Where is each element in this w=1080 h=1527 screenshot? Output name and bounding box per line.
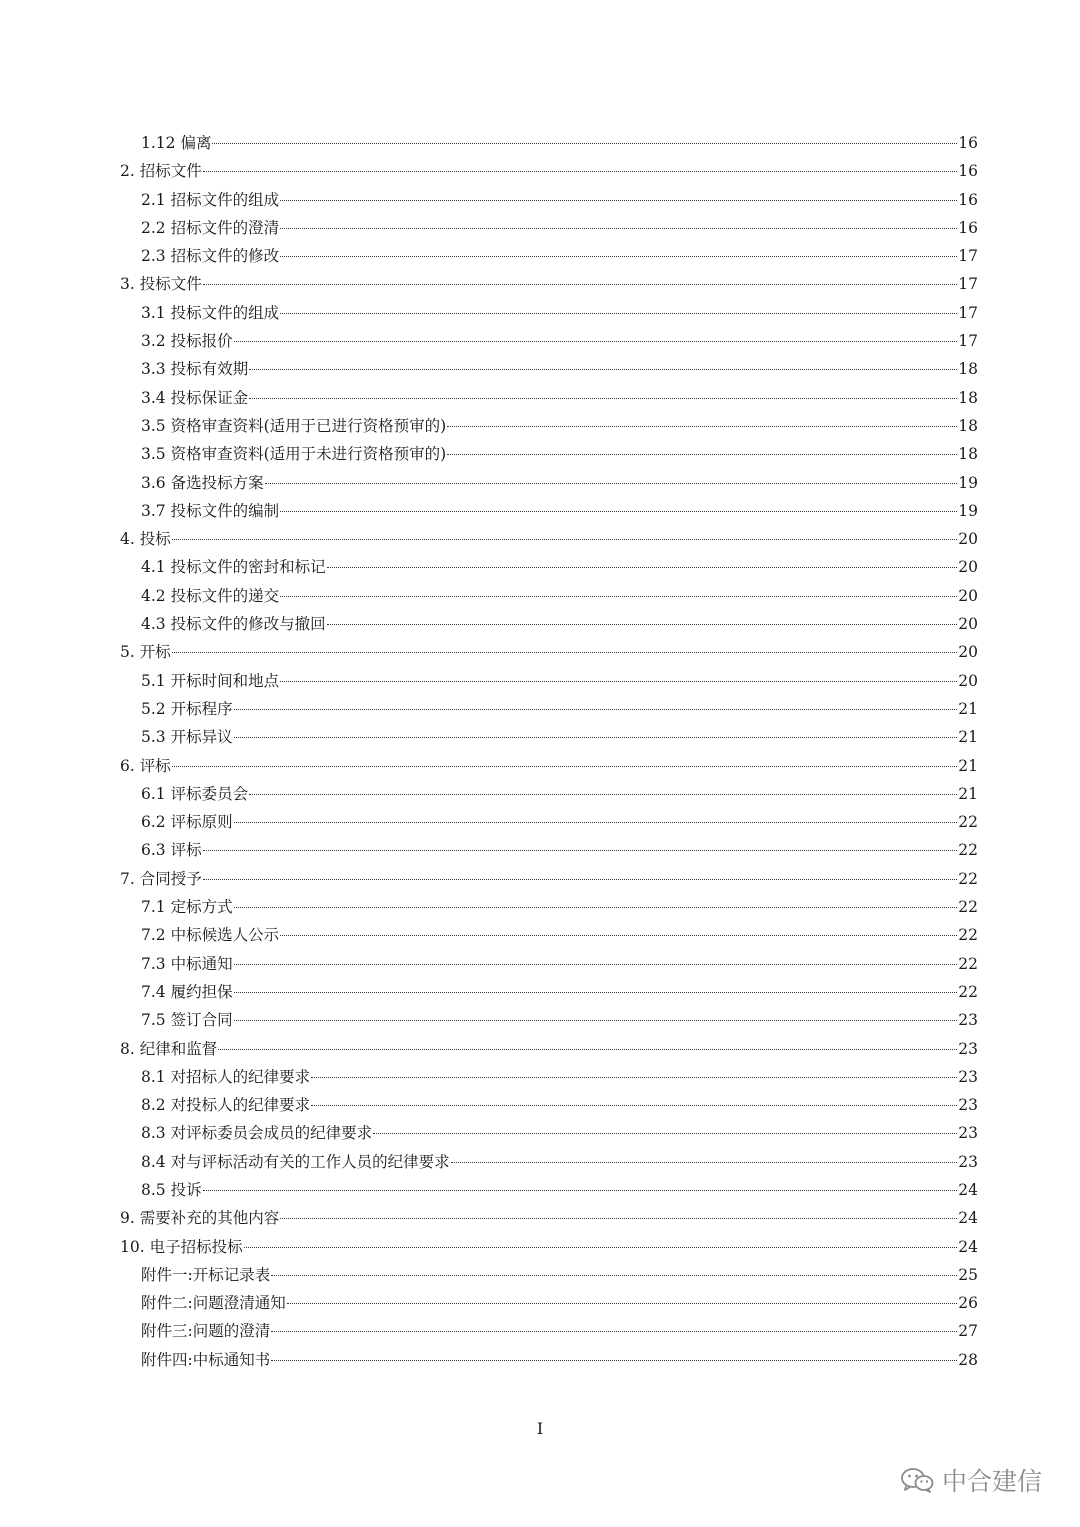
toc-entry-page: 20 bbox=[958, 558, 978, 577]
toc-entry-label: 7.2 中标候选人公示 bbox=[141, 926, 280, 945]
toc-entry[interactable] bbox=[120, 1119, 978, 1147]
toc-entry[interactable] bbox=[120, 299, 978, 327]
toc-entry[interactable] bbox=[120, 1148, 978, 1176]
page-number: I bbox=[536, 1419, 544, 1438]
watermark-text: 中合建信 bbox=[942, 1467, 1043, 1496]
dot-leader bbox=[203, 284, 958, 285]
dot-leader bbox=[280, 935, 957, 936]
toc-entry[interactable] bbox=[120, 1233, 978, 1261]
toc-entry-page: 18 bbox=[958, 388, 978, 407]
dot-leader bbox=[244, 1247, 958, 1248]
toc-entry-label: 8.1 对招标人的纪律要求 bbox=[141, 1067, 311, 1086]
toc-entry[interactable] bbox=[120, 525, 978, 553]
toc-entry-page: 23 bbox=[958, 1152, 978, 1171]
toc-entry[interactable] bbox=[120, 836, 978, 864]
toc-entry-label: 附件三:问题的澄清 bbox=[141, 1322, 271, 1341]
toc-entry[interactable] bbox=[120, 384, 978, 412]
toc-entry[interactable] bbox=[120, 1091, 978, 1119]
toc-entry-label: 5.3 开标异议 bbox=[141, 728, 233, 747]
dot-leader bbox=[249, 794, 957, 795]
dot-leader bbox=[311, 1105, 957, 1106]
toc-entry[interactable] bbox=[120, 695, 978, 723]
toc-entry[interactable] bbox=[120, 723, 978, 751]
toc-entry-label: 3.5 资格审查资料(适用于未进行资格预审的) bbox=[141, 445, 447, 464]
toc-entry-page: 22 bbox=[958, 954, 978, 973]
toc-entry[interactable] bbox=[120, 1063, 978, 1091]
toc-entry[interactable] bbox=[120, 610, 978, 638]
toc-entry[interactable] bbox=[120, 129, 978, 157]
dot-leader bbox=[451, 1162, 958, 1163]
toc-entry-page: 22 bbox=[958, 841, 978, 860]
toc-entry[interactable] bbox=[120, 157, 978, 185]
dot-leader bbox=[203, 879, 958, 880]
toc-entry-label: 3.4 投标保证金 bbox=[141, 388, 249, 407]
dot-leader bbox=[234, 822, 958, 823]
toc-entry[interactable] bbox=[120, 1317, 978, 1345]
toc-entry-label: 2.2 招标文件的澄清 bbox=[141, 218, 280, 237]
dot-leader bbox=[271, 1331, 957, 1332]
toc-entry[interactable] bbox=[120, 186, 978, 214]
dot-leader bbox=[234, 341, 958, 342]
toc-entry-page: 20 bbox=[958, 530, 978, 549]
toc-entry[interactable] bbox=[120, 469, 978, 497]
toc-entry-label: 7.3 中标通知 bbox=[141, 954, 233, 973]
toc-entry-label: 附件二:问题澄清通知 bbox=[141, 1294, 286, 1313]
dot-leader bbox=[280, 1218, 957, 1219]
dot-leader bbox=[280, 596, 957, 597]
dot-leader bbox=[203, 1190, 958, 1191]
toc-entry-page: 24 bbox=[958, 1180, 978, 1199]
toc-entry[interactable] bbox=[120, 242, 978, 270]
toc-entry-label: 8.5 投诉 bbox=[141, 1180, 202, 1199]
toc-entry-label: 2.1 招标文件的组成 bbox=[141, 190, 280, 209]
toc-entry-label: 4.3 投标文件的修改与撤回 bbox=[141, 615, 326, 634]
dot-leader bbox=[271, 1275, 957, 1276]
toc-entry[interactable] bbox=[120, 780, 978, 808]
table-of-contents bbox=[120, 129, 978, 1374]
dot-leader bbox=[212, 143, 957, 144]
toc-entry-page: 27 bbox=[958, 1322, 978, 1341]
toc-entry[interactable] bbox=[120, 893, 978, 921]
toc-entry-label: 5.1 开标时间和地点 bbox=[141, 671, 280, 690]
toc-entry[interactable] bbox=[120, 1289, 978, 1317]
dot-leader bbox=[172, 539, 958, 540]
dot-leader bbox=[203, 171, 958, 172]
dot-leader bbox=[271, 1360, 957, 1361]
toc-entry-label: 2.3 招标文件的修改 bbox=[141, 247, 280, 266]
toc-entry-page: 22 bbox=[958, 982, 978, 1001]
toc-entry-label: 3.3 投标有效期 bbox=[141, 360, 249, 379]
toc-entry-label: 7.5 签订合同 bbox=[141, 1011, 233, 1030]
toc-entry-label: 4.2 投标文件的递交 bbox=[141, 586, 280, 605]
dot-leader bbox=[234, 709, 958, 710]
dot-leader bbox=[234, 992, 958, 993]
toc-entry-page: 19 bbox=[958, 501, 978, 520]
toc-entry[interactable] bbox=[120, 1035, 978, 1063]
toc-entry-label: 7.4 履约担保 bbox=[141, 982, 233, 1001]
watermark bbox=[900, 1462, 1042, 1498]
toc-entry-label: 4. 投标 bbox=[120, 530, 171, 549]
toc-entry-label: 3. 投标文件 bbox=[120, 275, 202, 294]
dot-leader bbox=[311, 1077, 957, 1078]
toc-entry-label: 8. 纪律和监督 bbox=[120, 1039, 218, 1058]
toc-entry-page: 26 bbox=[958, 1294, 978, 1313]
toc-entry-page: 17 bbox=[958, 247, 978, 266]
dot-leader bbox=[234, 1020, 958, 1021]
toc-entry[interactable] bbox=[120, 638, 978, 666]
toc-entry[interactable] bbox=[120, 921, 978, 949]
dot-leader bbox=[172, 766, 958, 767]
dot-leader bbox=[249, 398, 957, 399]
toc-entry-label: 7. 合同授予 bbox=[120, 869, 202, 888]
toc-entry-label: 3.6 备选投标方案 bbox=[141, 473, 264, 492]
toc-entry-page: 17 bbox=[958, 275, 978, 294]
toc-entry-label: 3.5 资格审查资料(适用于已进行资格预审的) bbox=[141, 416, 447, 435]
dot-leader bbox=[249, 369, 957, 370]
toc-entry-label: 5.2 开标程序 bbox=[141, 699, 233, 718]
toc-entry-page: 16 bbox=[958, 218, 978, 237]
toc-entry[interactable] bbox=[120, 355, 978, 383]
dot-leader bbox=[327, 624, 958, 625]
toc-entry-page: 16 bbox=[958, 134, 978, 152]
toc-entry-page: 18 bbox=[958, 360, 978, 379]
dot-leader bbox=[280, 681, 957, 682]
dot-leader bbox=[447, 454, 957, 455]
toc-entry[interactable] bbox=[120, 978, 978, 1006]
toc-entry-label: 8.3 对评标委员会成员的纪律要求 bbox=[141, 1124, 373, 1143]
dot-leader bbox=[447, 426, 957, 427]
toc-entry-page: 17 bbox=[958, 332, 978, 351]
toc-entry-page: 16 bbox=[958, 190, 978, 209]
toc-entry[interactable] bbox=[120, 808, 978, 836]
toc-entry-page: 17 bbox=[958, 303, 978, 322]
toc-entry-page: 21 bbox=[958, 784, 978, 803]
toc-entry-page: 22 bbox=[958, 813, 978, 832]
toc-entry[interactable] bbox=[120, 214, 978, 242]
toc-entry-page: 25 bbox=[958, 1265, 978, 1284]
toc-entry-page: 21 bbox=[958, 756, 978, 775]
toc-entry-label: 6. 评标 bbox=[120, 756, 171, 775]
toc-entry[interactable] bbox=[120, 553, 978, 581]
toc-entry[interactable] bbox=[120, 752, 978, 780]
toc-entry-page: 24 bbox=[958, 1237, 978, 1256]
toc-entry-label: 8.2 对投标人的纪律要求 bbox=[141, 1096, 311, 1115]
dot-leader bbox=[172, 652, 958, 653]
toc-entry-page: 23 bbox=[958, 1011, 978, 1030]
toc-entry-page: 21 bbox=[958, 728, 978, 747]
dot-leader bbox=[287, 1303, 958, 1304]
toc-entry-label: 附件一:开标记录表 bbox=[141, 1265, 271, 1284]
dot-leader bbox=[280, 256, 957, 257]
toc-entry-page: 20 bbox=[958, 671, 978, 690]
toc-entry[interactable] bbox=[120, 497, 978, 525]
dot-leader bbox=[280, 313, 957, 314]
toc-entry-label: 10. 电子招标投标 bbox=[120, 1237, 243, 1256]
dot-leader bbox=[234, 907, 958, 908]
dot-leader bbox=[327, 567, 958, 568]
toc-entry-page: 19 bbox=[958, 473, 978, 492]
toc-entry-label: 1.12 偏离 bbox=[141, 134, 212, 152]
toc-entry-label: 3.1 投标文件的组成 bbox=[141, 303, 280, 322]
toc-entry[interactable] bbox=[120, 327, 978, 355]
toc-entry-label: 6.3 评标 bbox=[141, 841, 202, 860]
toc-entry-label: 6.2 评标原则 bbox=[141, 813, 233, 832]
toc-entry[interactable] bbox=[120, 950, 978, 978]
toc-entry-page: 20 bbox=[958, 586, 978, 605]
toc-entry[interactable] bbox=[120, 1261, 978, 1289]
toc-entry[interactable] bbox=[120, 865, 978, 893]
toc-entry-label: 7.1 定标方式 bbox=[141, 898, 233, 917]
toc-entry[interactable] bbox=[120, 270, 978, 298]
toc-entry-label: 6.1 评标委员会 bbox=[141, 784, 249, 803]
toc-entry-page: 21 bbox=[958, 699, 978, 718]
toc-entry-page: 28 bbox=[958, 1350, 978, 1369]
toc-entry[interactable] bbox=[120, 1346, 978, 1374]
toc-entry-page: 18 bbox=[958, 416, 978, 435]
toc-entry[interactable] bbox=[120, 667, 978, 695]
dot-leader bbox=[234, 964, 958, 965]
toc-entry-page: 23 bbox=[958, 1124, 978, 1143]
toc-entry-label: 3.2 投标报价 bbox=[141, 332, 233, 351]
toc-entry[interactable] bbox=[120, 440, 978, 468]
toc-entry-page: 20 bbox=[958, 615, 978, 634]
wechat-icon bbox=[900, 1467, 934, 1493]
toc-entry-label: 2. 招标文件 bbox=[120, 162, 202, 181]
toc-entry-page: 16 bbox=[958, 162, 978, 181]
dot-leader bbox=[218, 1049, 957, 1050]
toc-entry-page: 23 bbox=[958, 1096, 978, 1115]
toc-entry[interactable] bbox=[120, 1204, 978, 1232]
dot-leader bbox=[265, 483, 958, 484]
toc-entry-label: 5. 开标 bbox=[120, 643, 171, 662]
toc-entry-page: 23 bbox=[958, 1067, 978, 1086]
toc-entry-page: 23 bbox=[958, 1039, 978, 1058]
toc-entry-label: 8.4 对与评标活动有关的工作人员的纪律要求 bbox=[141, 1152, 450, 1171]
toc-entry[interactable] bbox=[120, 582, 978, 610]
toc-entry[interactable] bbox=[120, 1176, 978, 1204]
toc-entry-label: 9. 需要补充的其他内容 bbox=[120, 1209, 280, 1228]
toc-entry-page: 22 bbox=[958, 898, 978, 917]
toc-entry-page: 20 bbox=[958, 643, 978, 662]
dot-leader bbox=[280, 200, 957, 201]
toc-entry-page: 22 bbox=[958, 926, 978, 945]
dot-leader bbox=[373, 1133, 957, 1134]
toc-entry-page: 18 bbox=[958, 445, 978, 464]
dot-leader bbox=[280, 228, 957, 229]
dot-leader bbox=[203, 850, 958, 851]
toc-entry-page: 24 bbox=[958, 1209, 978, 1228]
toc-entry[interactable] bbox=[120, 412, 978, 440]
dot-leader bbox=[280, 511, 957, 512]
dot-leader bbox=[234, 737, 958, 738]
toc-entry-label: 附件四:中标通知书 bbox=[141, 1350, 271, 1369]
toc-entry[interactable] bbox=[120, 1006, 978, 1034]
toc-entry-label: 4.1 投标文件的密封和标记 bbox=[141, 558, 326, 577]
toc-entry-label: 3.7 投标文件的编制 bbox=[141, 501, 280, 520]
toc-entry-page: 22 bbox=[958, 869, 978, 888]
